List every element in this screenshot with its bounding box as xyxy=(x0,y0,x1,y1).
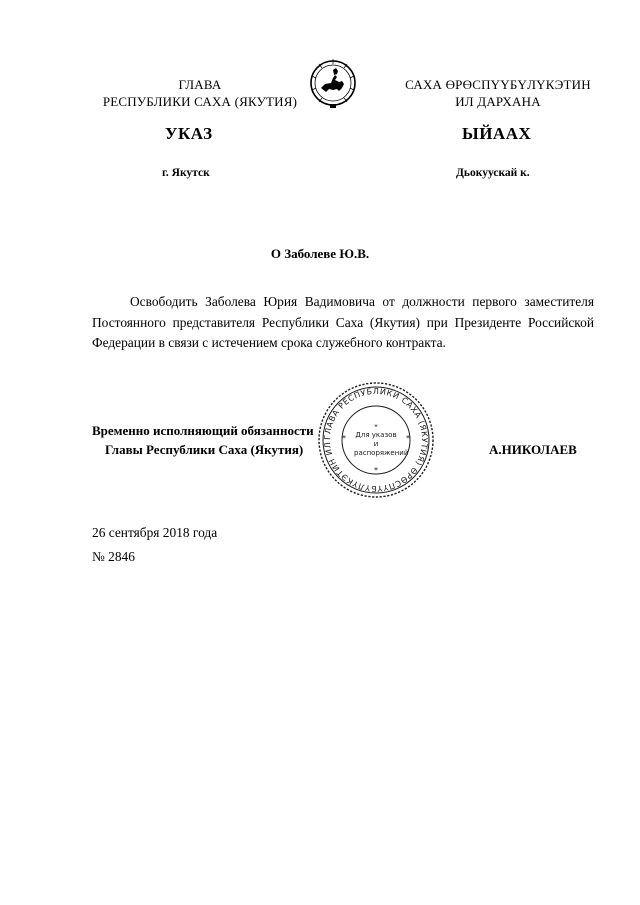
document-subject: О Заболеве Ю.В. xyxy=(270,246,370,261)
coat-of-arms-emblem xyxy=(309,56,357,112)
header-right-line2: ИЛ ДАРХАНА xyxy=(455,94,541,109)
svg-text:*: * xyxy=(342,434,346,443)
svg-text:*: * xyxy=(374,466,378,475)
header-left-line1: ГЛАВА xyxy=(178,77,222,92)
doc-type-ru: УКАЗ xyxy=(165,124,213,143)
header-left xyxy=(90,76,310,110)
coat-of-arms-icon xyxy=(309,56,357,112)
signatory-name: А.НИКОЛАЕВ xyxy=(489,442,577,457)
svg-text:*: * xyxy=(374,423,378,431)
document-date: 26 сентября 2018 года xyxy=(92,525,218,540)
signatory-position-line1: Временно исполняющий обязанности xyxy=(92,423,314,438)
stamp-center-text: Для указов и распоряжений xyxy=(354,431,409,457)
document-number: № 2846 xyxy=(92,549,135,564)
signatory-position-line2: Главы Республики Саха (Якутия) xyxy=(105,442,304,457)
svg-text:*: * xyxy=(406,434,410,443)
header-left-line2: РЕСПУБЛИКИ САХА (ЯКУТИЯ) xyxy=(102,94,298,109)
signatory-position xyxy=(92,421,314,459)
header-right-line1: САХА ӨРӨСПҮҮБҮЛҮКЭТИН xyxy=(405,77,591,92)
document-body: Освободить Заболева Юрия Вадимовича от должности первого заместителя Постоянного представителя Республики Саха (Якутия) при Президенте Российской Федерации в связи с истечением срока служебного контракта. xyxy=(92,294,594,350)
stamp-ring-text: ГЛАВА РЕСПУБЛИКИ САХА (ЯКУТИЯ) ӨРӨСПҮҮБҮЛҮКЭТИН ИЛ xyxy=(322,386,430,494)
doc-type-sakha: ЫЙААХ xyxy=(462,124,532,143)
official-stamp xyxy=(314,381,438,499)
header-right xyxy=(388,76,608,110)
city-sakha: Дьокуускай к. xyxy=(456,167,530,179)
city-ru: г. Якутск xyxy=(162,167,210,179)
